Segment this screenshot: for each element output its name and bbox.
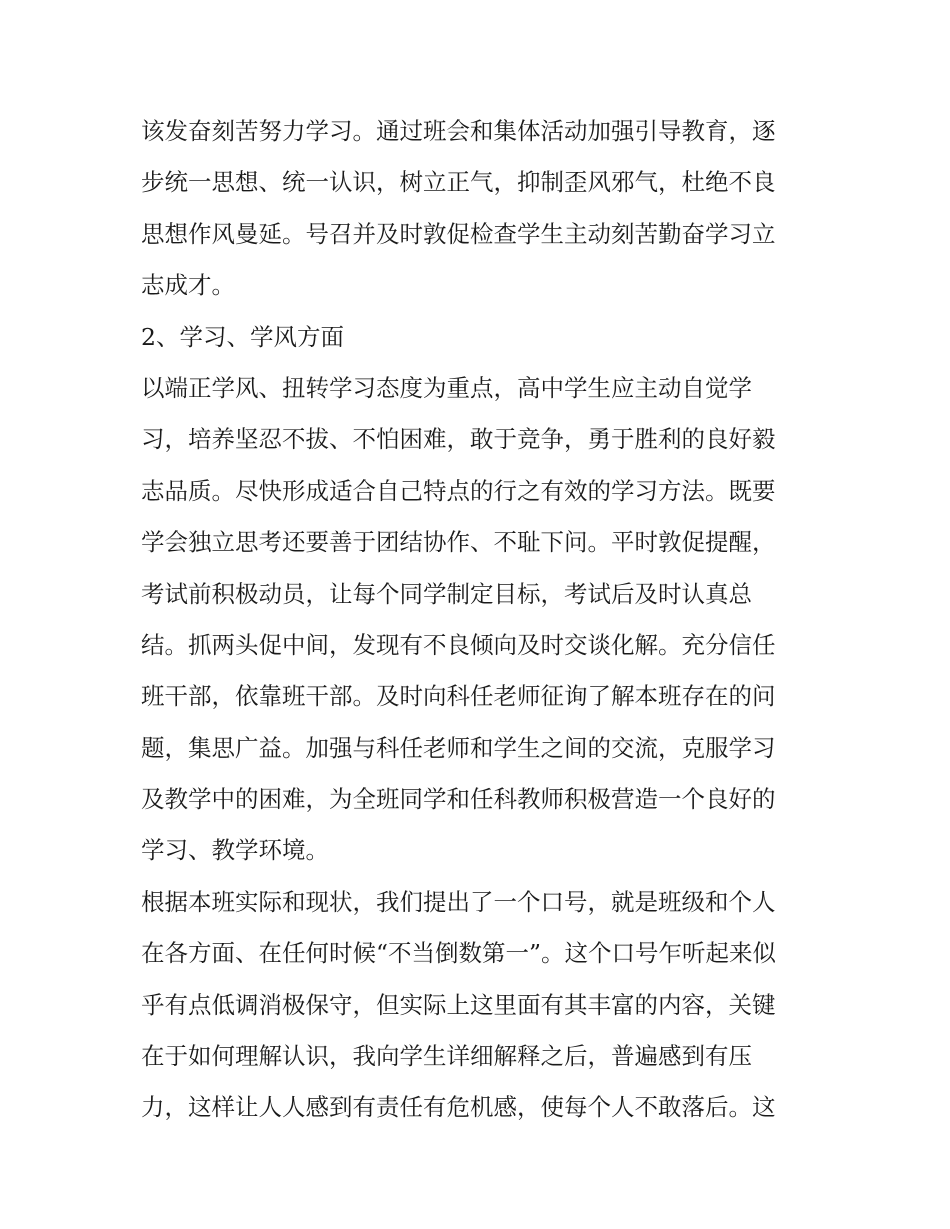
section-heading: 2、学习、学风方面 [141,322,344,351]
text-line-19: 在于如何理解认识，我向学生详细解释之后，普遍感到有压 [141,1042,752,1071]
text-line-14: 及教学中的困难，为全班同学和任科教师积极营造一个良好的 [141,785,776,814]
text-line-20: 力，这样让人人感到有责任有危机感，使每个人不敢落后。这 [141,1093,776,1122]
text-line-2: 步统一思想、统一认识，树立正气，抑制歪风邪气，杜绝不良 [141,168,776,197]
text-line-3: 思想作风曼延。号召并及时敦促检查学生主动刻苦勤奋学习立 [141,219,776,248]
text-line-12: 班干部，依靠班干部。及时向科任老师征询了解本班存在的问 [141,682,776,711]
text-line-10: 考试前积极动员，让每个同学制定目标，考试后及时认真总 [141,579,752,608]
text-line-1: 该发奋刻苦努力学习。通过班会和集体活动加强引导教育，逐 [141,117,776,145]
text-line-6: 以端正学风、扭转学习态度为重点，高中学生应主动自觉学 [141,373,752,402]
text-line-11: 结。抓两头促中间，发现有不良倾向及时交谈化解。充分信任 [141,630,776,659]
text-line-13: 题，集思广益。加强与科任老师和学生之间的交流，克服学习 [141,733,776,762]
text-line-16: 根据本班实际和现状，我们提出了一个口号，就是班级和个人 [141,887,776,916]
text-line-9: 学会独立思考还要善于团结协作、不耻下问。平时敦促提醒， [141,528,776,557]
text-line-15: 学习、教学环境。 [141,836,329,865]
document-body [141,106,821,1134]
text-line-7: 习，培养坚忍不拔、不怕困难，敢于竞争，勇于胜利的良好毅 [141,425,776,454]
text-line-4: 志成才。 [141,271,235,300]
text-line-8: 志品质。尽快形成适合自己特点的行之有效的学习方法。既要 [141,476,776,505]
text-line-17: 在各方面、在任何时候“不当倒数第一”。这个口号乍听起来似 [141,939,777,968]
text-line-18: 乎有点低调消极保守，但实际上这里面有其丰富的内容，关键 [141,990,776,1019]
